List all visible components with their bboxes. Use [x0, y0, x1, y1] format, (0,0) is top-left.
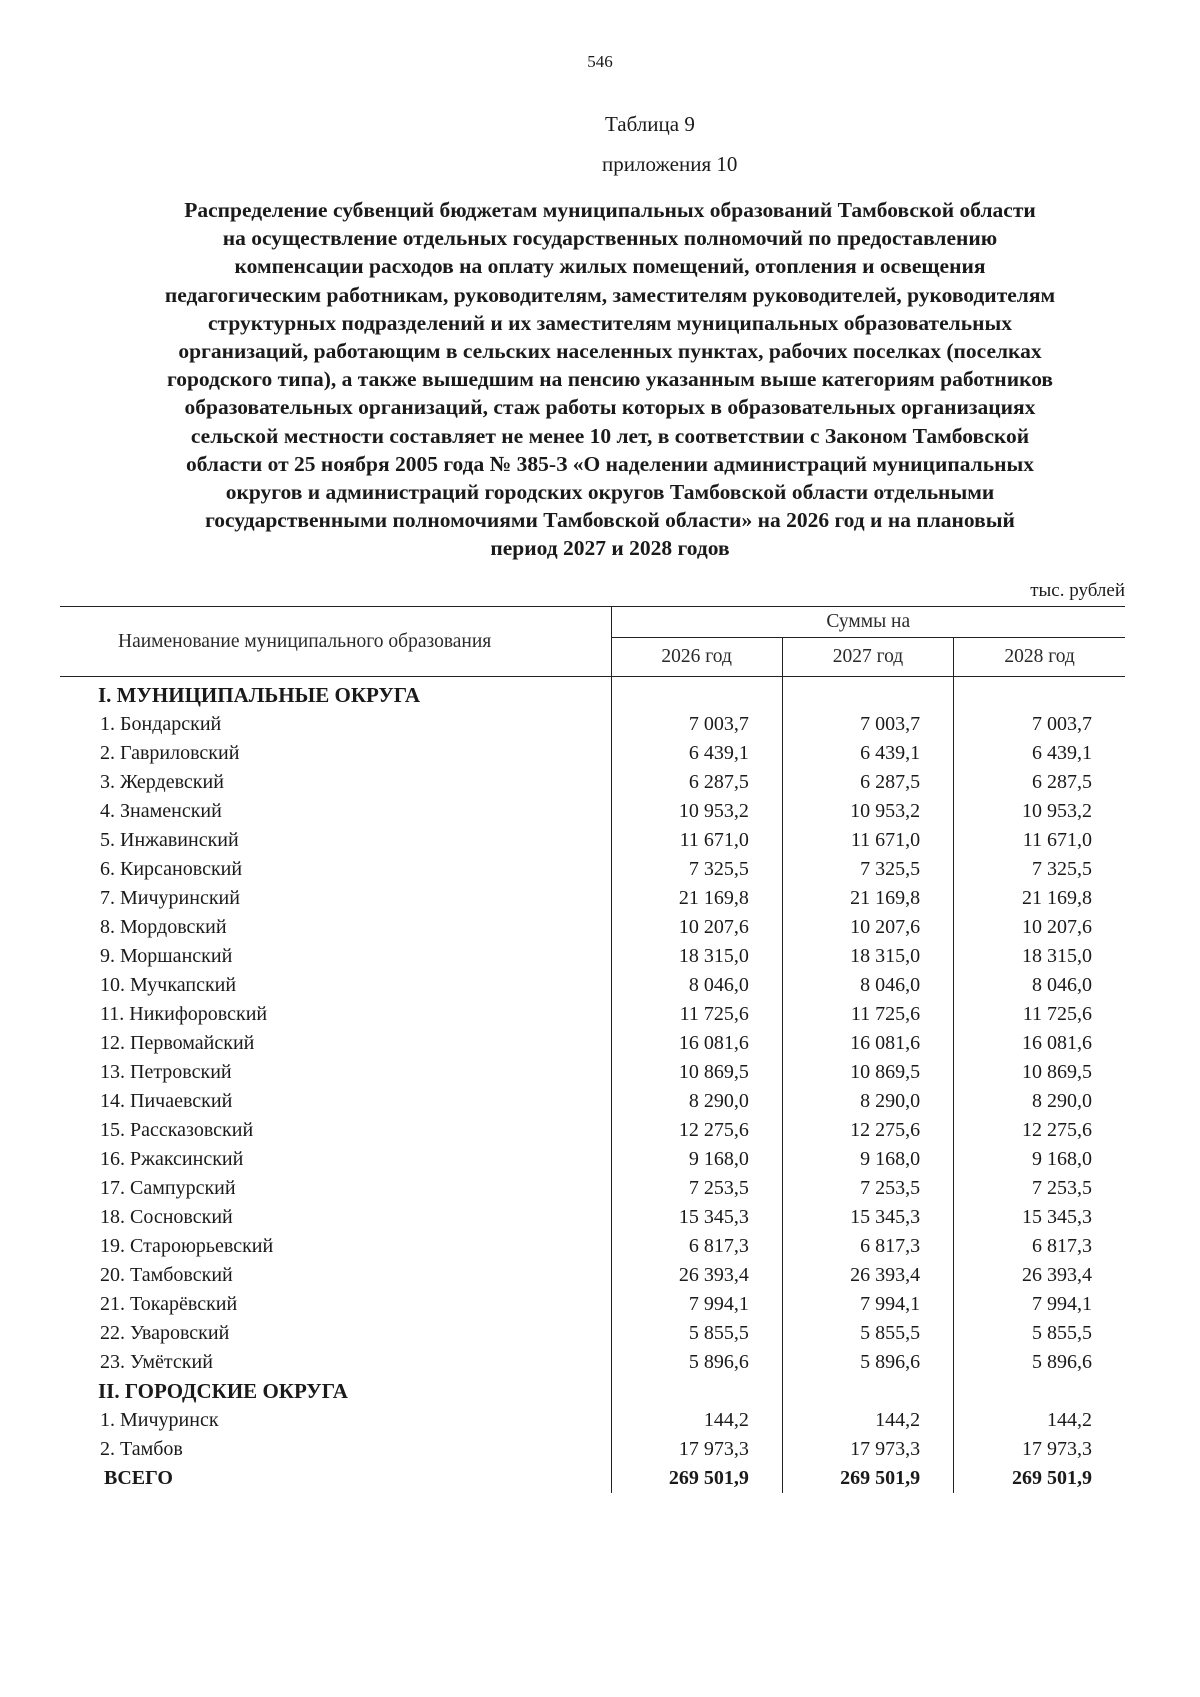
value-cell: 8 290,0 — [611, 1087, 782, 1116]
table-row — [60, 1406, 1125, 1435]
section-header-row — [60, 1377, 1125, 1406]
value-cell: 12 275,6 — [1022, 1119, 1092, 1141]
table-row — [60, 942, 1125, 971]
row-name: 13. Петровский — [60, 1058, 611, 1087]
value-cell: 5 896,6 — [1032, 1351, 1092, 1373]
value-cell: 7 253,5 — [782, 1174, 953, 1203]
value-cell: 11 725,6 — [782, 1000, 953, 1029]
row-name: 16. Ржаксинский — [60, 1145, 611, 1174]
title-line: Распределение субвенций бюджетам муниципальных образований Тамбовской области — [184, 198, 1036, 222]
value-cell: 11 671,0 — [782, 826, 953, 855]
table-row — [60, 1435, 1125, 1464]
value-cell: 10 953,2 — [1022, 800, 1092, 822]
title-line: городского типа), а также вышедшим на пенсию указанным выше категориям работников — [166, 367, 1054, 392]
value-cell: 144,2 — [1047, 1409, 1092, 1431]
value-cell: 21 169,8 — [611, 884, 782, 913]
table-row — [60, 1145, 1125, 1174]
title-line: округов и администраций городских округов Тамбовской области отдельными — [225, 480, 995, 505]
column-header-sums: Суммы на — [611, 607, 1125, 638]
table-row — [60, 797, 1125, 826]
row-name: 8. Мордовский — [60, 913, 611, 942]
value-cell: 144,2 — [782, 1406, 953, 1435]
value-cell — [611, 677, 782, 711]
value-cell: 144,2 — [611, 1406, 782, 1435]
value-cell: 16 081,6 — [611, 1029, 782, 1058]
value-cell: 21 169,8 — [782, 884, 953, 913]
value-cell: 12 275,6 — [611, 1116, 782, 1145]
column-header-year: 2026 год — [611, 638, 782, 677]
subvention-table — [60, 606, 1125, 1493]
value-cell: 7 994,1 — [782, 1290, 953, 1319]
section-title: I. МУНИЦИПАЛЬНЫЕ ОКРУГА — [60, 677, 611, 711]
value-cell: 6 817,3 — [1032, 1235, 1092, 1257]
row-name: 3. Жердевский — [60, 768, 611, 797]
row-name: 19. Староюрьевский — [60, 1232, 611, 1261]
row-name: 23. Умётский — [60, 1348, 611, 1377]
value-cell: 8 046,0 — [1032, 974, 1092, 996]
value-cell: 26 393,4 — [611, 1261, 782, 1290]
value-cell: 11 725,6 — [611, 1000, 782, 1029]
row-name: 2. Гавриловский — [60, 739, 611, 768]
row-name: 14. Пичаевский — [60, 1087, 611, 1116]
value-cell: 269 501,9 — [782, 1464, 953, 1493]
table-row — [60, 1232, 1125, 1261]
table-row — [60, 1116, 1125, 1145]
table-row — [60, 826, 1125, 855]
table-row — [60, 1348, 1125, 1377]
row-name: 6. Кирсановский — [60, 855, 611, 884]
value-cell: 7 325,5 — [611, 855, 782, 884]
value-cell: 8 046,0 — [611, 971, 782, 1000]
value-cell: 6 817,3 — [782, 1232, 953, 1261]
table-row — [60, 1203, 1125, 1232]
value-cell: 26 393,4 — [782, 1261, 953, 1290]
table-row — [60, 913, 1125, 942]
value-cell: 10 207,6 — [611, 913, 782, 942]
value-cell: 6 287,5 — [611, 768, 782, 797]
row-name: 17. Сампурский — [60, 1174, 611, 1203]
value-cell: 8 046,0 — [782, 971, 953, 1000]
value-cell: 10 953,2 — [782, 797, 953, 826]
column-header-year: 2027 год — [782, 638, 953, 677]
table-row — [60, 1261, 1125, 1290]
table-body — [60, 677, 1125, 1494]
value-cell: 7 253,5 — [1032, 1177, 1092, 1199]
value-cell: 15 345,3 — [1022, 1206, 1092, 1228]
title-line: педагогическим работникам, руководителям, заместителям руководителей, руководителям — [164, 282, 1056, 307]
value-cell: 11 725,6 — [1022, 1003, 1092, 1025]
title-line: на осуществление отдельных государственных полномочий по предоставлению — [222, 226, 998, 251]
value-cell: 10 869,5 — [1022, 1061, 1092, 1083]
appendix-label: приложения 10 — [602, 152, 738, 176]
value-cell: 9 168,0 — [1032, 1148, 1092, 1170]
value-cell: 269 501,9 — [611, 1464, 782, 1493]
value-cell: 11 671,0 — [1022, 829, 1092, 851]
title-line: области от 25 ноября 2005 года № 385-З «О наделении администраций муниципальных — [185, 451, 1035, 476]
value-cell: 10 953,2 — [611, 797, 782, 826]
table-row — [60, 1290, 1125, 1319]
value-cell: 6 817,3 — [611, 1232, 782, 1261]
value-cell: 17 973,3 — [611, 1435, 782, 1464]
value-cell: 9 168,0 — [782, 1145, 953, 1174]
value-cell: 6 439,1 — [611, 739, 782, 768]
units-label: тыс. рублей — [1030, 580, 1125, 601]
value-cell: 18 315,0 — [1022, 945, 1092, 967]
title-line: период 2027 и 2028 годов — [490, 536, 730, 561]
value-cell: 7 253,5 — [611, 1174, 782, 1203]
table-row — [60, 1174, 1125, 1203]
row-name: 20. Тамбовский — [60, 1261, 611, 1290]
page-number: 546 — [587, 52, 613, 71]
row-name: 5. Инжавинский — [60, 826, 611, 855]
row-name: 4. Знаменский — [60, 797, 611, 826]
title-line: структурных подразделений и их заместителям муниципальных образовательных — [207, 310, 1012, 335]
value-cell: 15 345,3 — [611, 1203, 782, 1232]
value-cell: 7 325,5 — [1032, 858, 1092, 880]
value-cell: 10 207,6 — [782, 913, 953, 942]
row-name: 12. Первомайский — [60, 1029, 611, 1058]
value-cell — [782, 1377, 953, 1406]
value-cell: 8 290,0 — [1032, 1090, 1092, 1112]
value-cell: 269 501,9 — [1012, 1467, 1092, 1489]
section-header-row — [60, 677, 1125, 711]
value-cell: 5 855,5 — [1032, 1322, 1092, 1344]
title-line: государственными полномочиями Тамбовской области» на 2026 год и на плановый — [205, 508, 1015, 533]
value-cell: 7 003,7 — [611, 710, 782, 739]
table-row — [60, 971, 1125, 1000]
table-row — [60, 1000, 1125, 1029]
value-cell: 16 081,6 — [782, 1029, 953, 1058]
value-cell — [954, 1377, 1125, 1406]
table-row — [60, 768, 1125, 797]
row-name: 10. Мучкапский — [60, 971, 611, 1000]
value-cell: 7 994,1 — [611, 1290, 782, 1319]
row-name: 22. Уваровский — [60, 1319, 611, 1348]
table-row — [60, 710, 1125, 739]
row-name: 9. Моршанский — [60, 942, 611, 971]
row-name: 15. Рассказовский — [60, 1116, 611, 1145]
value-cell: 7 003,7 — [782, 710, 953, 739]
table-row — [60, 1319, 1125, 1348]
value-cell: 10 869,5 — [611, 1058, 782, 1087]
title-line: компенсации расходов на оплату жилых помещений, отопления и освещения — [234, 254, 986, 279]
table-row — [60, 1029, 1125, 1058]
value-cell: 18 315,0 — [782, 942, 953, 971]
row-name: 7. Мичуринский — [60, 884, 611, 913]
value-cell — [782, 677, 953, 711]
row-name: 1. Бондарский — [60, 710, 611, 739]
value-cell: 6 287,5 — [782, 768, 953, 797]
value-cell: 6 439,1 — [1032, 742, 1092, 764]
section-title: II. ГОРОДСКИЕ ОКРУГА — [60, 1377, 611, 1406]
row-name: 21. Токарёвский — [60, 1290, 611, 1319]
value-cell: 12 275,6 — [782, 1116, 953, 1145]
row-name: 11. Никифоровский — [60, 1000, 611, 1029]
table-row — [60, 1058, 1125, 1087]
total-row — [60, 1464, 1125, 1493]
value-cell: 26 393,4 — [1022, 1264, 1092, 1286]
value-cell: 6 287,5 — [1032, 771, 1092, 793]
value-cell: 15 345,3 — [782, 1203, 953, 1232]
document-title — [70, 196, 1150, 563]
column-header-name: Наименование муниципального образования — [60, 607, 611, 677]
value-cell — [954, 677, 1125, 711]
value-cell: 8 290,0 — [782, 1087, 953, 1116]
row-name: ВСЕГО — [60, 1464, 611, 1493]
title-line: организаций, работающим в сельских населенных пунктах, рабочих поселках (поселках — [178, 339, 1042, 364]
value-cell: 5 896,6 — [611, 1348, 782, 1377]
value-cell: 17 973,3 — [1022, 1438, 1092, 1460]
row-name: 2. Тамбов — [60, 1435, 611, 1464]
value-cell: 5 896,6 — [782, 1348, 953, 1377]
value-cell: 7 003,7 — [1032, 713, 1092, 735]
value-cell: 6 439,1 — [782, 739, 953, 768]
value-cell: 7 994,1 — [1032, 1293, 1092, 1315]
title-line: сельской местности составляет не менее 10 лет, в соответствии с Законом Тамбовской — [190, 423, 1030, 448]
value-cell: 10 869,5 — [782, 1058, 953, 1087]
value-cell: 11 671,0 — [611, 826, 782, 855]
title-line: образовательных организаций, стаж работы которых в образовательных организациях — [184, 395, 1036, 420]
value-cell: 7 325,5 — [782, 855, 953, 884]
value-cell — [611, 1377, 782, 1406]
value-cell: 5 855,5 — [782, 1319, 953, 1348]
table-label: Таблица 9 — [605, 112, 695, 136]
table-row — [60, 855, 1125, 884]
value-cell: 16 081,6 — [1022, 1032, 1092, 1054]
row-name: 18. Сосновский — [60, 1203, 611, 1232]
value-cell: 21 169,8 — [1022, 887, 1092, 909]
table-row — [60, 884, 1125, 913]
value-cell: 17 973,3 — [782, 1435, 953, 1464]
table-row — [60, 739, 1125, 768]
value-cell: 9 168,0 — [611, 1145, 782, 1174]
column-header-year: 2028 год — [954, 638, 1125, 677]
value-cell: 10 207,6 — [1022, 916, 1092, 938]
value-cell: 5 855,5 — [611, 1319, 782, 1348]
value-cell: 18 315,0 — [611, 942, 782, 971]
row-name: 1. Мичуринск — [60, 1406, 611, 1435]
table-row — [60, 1087, 1125, 1116]
